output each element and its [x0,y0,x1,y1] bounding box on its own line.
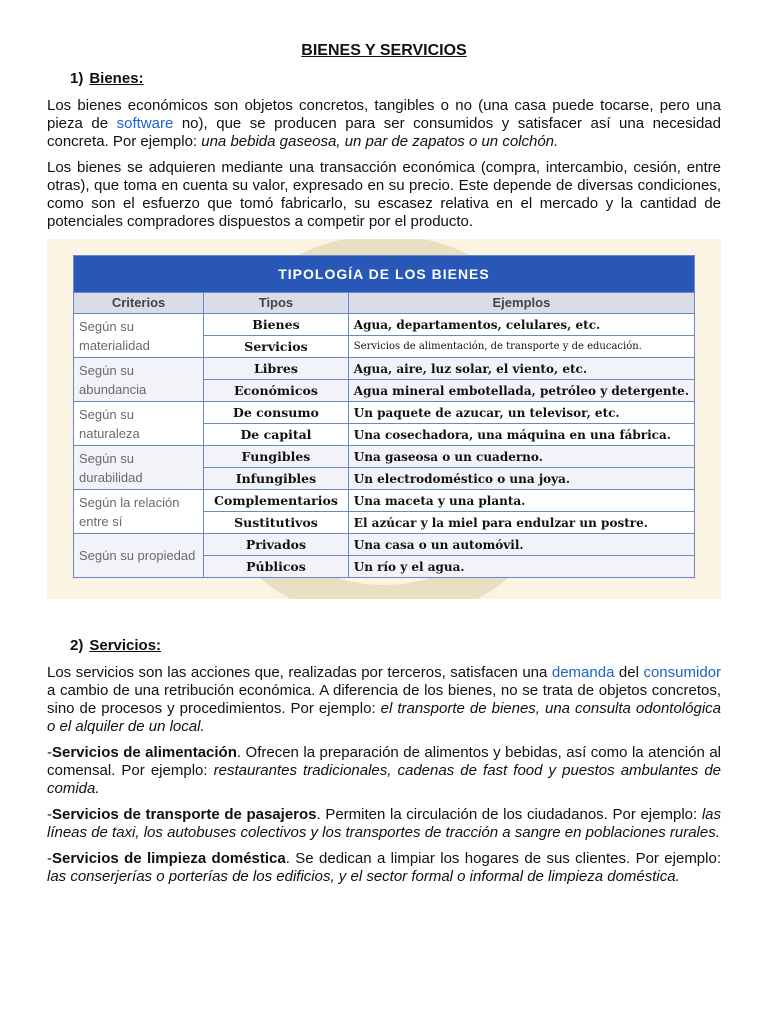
paragraph-text: Los servicios son las acciones que, realizadas por terceros, satisfacen una [47,664,552,681]
ejemplo-cell: Una gaseosa o un cuaderno. [348,446,694,468]
tipo-cell: Complementarios [204,490,349,512]
ejemplo-cell: Un río y el agua. [348,556,694,578]
item-examples: las conserjerías o porterías de los edificios, y el sector formal o informal de limpieza doméstica. [47,868,680,885]
tipo-cell: Infungibles [204,468,349,490]
section-title: Servicios: [89,637,162,654]
section-number: 2) [70,637,84,654]
tipo-cell: Libres [204,358,349,380]
demanda-link[interactable]: demanda [551,664,615,681]
table-title: TIPOLOGÍA DE LOS BIENES [74,256,695,293]
paragraph-italic: el transporte de bienes, una consulta odontológica o el alquiler de un local. [47,700,721,735]
ejemplo-cell: Agua, departamentos, celulares, etc. [348,314,694,336]
ejemplo-cell: Agua mineral embotellada, petróleo y detergente. [348,380,694,402]
document-page [47,42,721,894]
tipo-cell: Bienes [204,314,349,336]
section-title: Bienes: [89,70,144,87]
ejemplo-cell: El azúcar y la miel para endulzar un postre. [348,512,694,534]
criterio-cell: Según su naturaleza [74,402,204,446]
paragraph-bienes-definicion [47,97,721,151]
tipo-cell: De consumo [204,402,349,424]
software-link[interactable]: software [116,115,174,132]
ejemplo-cell: Una maceta y una planta. [348,490,694,512]
item-text: . Ofrecen la preparación de alimentos y bebidas, así como la atención al comensal. Por ejemplo: [47,744,721,779]
paragraph-italic: una bebida gaseosa, un par de zapatos o un colchón. [201,133,559,150]
tipo-cell: Públicos [204,556,349,578]
criterio-cell: Según su durabilidad [74,446,204,490]
item-examples: restaurantes tradicionales, cadenas de fast food y puestos ambulantes de comida. [47,762,722,797]
ejemplo-cell: Un electrodoméstico o una joya. [348,468,694,490]
tipo-cell: De capital [204,424,349,446]
paragraph-bienes-transaccion: Los bienes se adquieren mediante una transacción económica (compra, intercambio, cesión, entre otras), que toma en cuenta su valor, expresado en su precio. Este depende de diversas condiciones, como son el esfuerzo que tomó fabricarlo, su escasez relativa en el mercado y la cantidad de potenciales compradores dispuestos a competir por el producto. [47,159,721,230]
criterio-cell: Según su abundancia [74,358,204,402]
paragraph-servicios-definicion [47,664,721,736]
item-title: Servicios de limpieza doméstica [52,850,286,867]
item-title: Servicios de alimentación [52,744,237,761]
item-examples: las líneas de taxi, los autobuses colectivos y los transportes de tracción a sangre en poblaciones rurales. [47,806,721,841]
servicio-item-alimentacion: -Servicios de alimentación. Ofrecen la preparación de alimentos y bebidas, así como la atención al comensal. Por ejemplo: restaurantes tradicionales, cadenas de fast food y puestos ambulantes de comida. [47,744,722,797]
ejemplo-cell: Agua, aire, luz solar, el viento, etc. [348,358,694,380]
servicio-item-limpieza: -Servicios de limpieza doméstica. Se dedican a limpiar los hogares de sus clientes. Por ejemplo: las conserjerías o porterías de los edificios, y el sector formal o informal de limpieza doméstica. [47,850,721,885]
section-heading-bienes [70,70,721,88]
tipologia-table [73,255,695,578]
column-header: Criterios [74,293,204,314]
item-text: . Se dedican a limpiar los hogares de sus clientes. Por ejemplo: [285,850,721,867]
criterio-cell: Según la relación entre sí [74,490,204,534]
tipo-cell: Fungibles [204,446,349,468]
item-text: . Permiten la circulación de los ciudadanos. Por ejemplo: [316,806,702,823]
criterio-cell: Según su materialidad [74,314,204,358]
ejemplo-cell: Una cosechadora, una máquina en una fábrica. [348,424,694,446]
column-header: Tipos [204,293,349,314]
column-header: Ejemplos [348,293,694,314]
tipo-cell: Sustitutivos [204,512,349,534]
section-heading-servicios [70,637,721,655]
paragraph-text: Los bienes económicos son objetos concretos, tangibles o no (una casa puede tocarse, pero una pieza de [47,97,721,132]
ejemplo-cell: Un paquete de azucar, un televisor, etc. [348,402,694,424]
section-number: 1) [70,70,84,87]
item-title: Servicios de transporte de pasajeros [52,806,317,823]
tipologia-figure [47,239,721,599]
paragraph-text: no), que se producen para ser consumidos y satisfacer así una necesidad concreta. Por ejemplo: [47,115,721,150]
tipo-cell: Económicos [204,380,349,402]
ejemplo-cell: Una casa o un automóvil. [348,534,694,556]
consumidor-link[interactable]: consumidor [643,664,722,681]
paragraph-text: a cambio de una retribución económica. A diferencia de los bienes, no se trata de objetos concretos, sino de procesos y procedimientos. Por ejemplo: [47,682,721,717]
tipo-cell: Servicios [204,336,349,358]
paragraph-text: del [614,664,644,681]
ejemplo-cell: Servicios de alimentación, de transporte y de educación. [348,336,694,358]
tipo-cell: Privados [204,534,349,556]
document-title: BIENES Y SERVICIOS [301,42,467,59]
servicio-item-transporte: -Servicios de transporte de pasajeros. Permiten la circulación de los ciudadanos. Por ejemplo: las líneas de taxi, los autobuses colectivos y los transportes de tracción a sangre en poblaciones rurales. [47,806,721,841]
criterio-cell: Según su propiedad [74,534,204,578]
